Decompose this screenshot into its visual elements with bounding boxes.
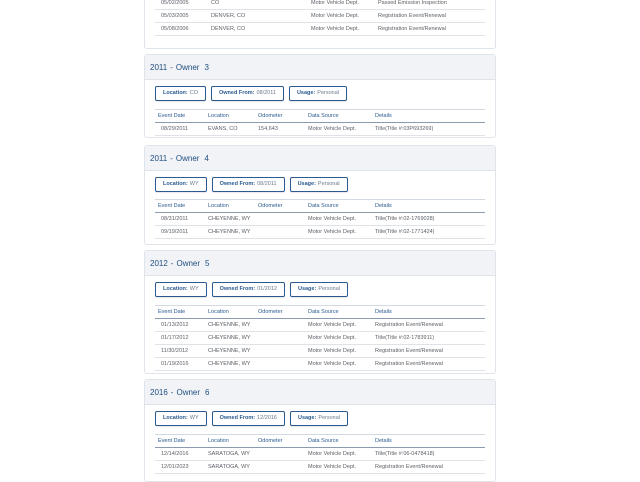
col-event-date: Event Date (155, 435, 205, 448)
event-odometer (255, 358, 305, 371)
col-details: Details (372, 435, 485, 448)
owned-from-tag: Owned From: 08/2011 (211, 86, 284, 101)
owner-label: Owner (176, 387, 201, 397)
event-details: Registration Event/Renewal (372, 358, 485, 371)
location-tag: Location: WY (155, 282, 207, 297)
event-details: Registration Event/Renewal (375, 23, 485, 36)
col-data-source: Data Source (305, 306, 372, 319)
event-odometer (255, 213, 305, 226)
table-row (155, 123, 485, 136)
col-details: Details (372, 306, 485, 319)
owner-number: 5 (205, 258, 210, 268)
col-data-source: Data Source (305, 435, 372, 448)
owner-dash: - (170, 153, 173, 163)
owner-dash: - (170, 62, 173, 72)
event-date: 05/02/2005 (155, 0, 208, 10)
owner-number: 3 (204, 62, 209, 72)
event-source: Motor Vehicle Dept. (305, 345, 372, 358)
usage-tag: Usage: Personal (289, 86, 347, 101)
owner-card-5 (144, 250, 496, 374)
owner-tags (145, 411, 495, 427)
table-row (155, 345, 485, 358)
owned-from-tag: Owned From: 01/2012 (212, 282, 285, 297)
owner-year: 2011 (150, 153, 168, 163)
event-source: Motor Vehicle Dept. (305, 319, 372, 332)
event-details: Title(Title #:02-1783911) (372, 332, 485, 345)
event-location: CHEYENNE, WY (205, 332, 255, 345)
event-source: Motor Vehicle Dept. (305, 226, 372, 239)
owner-label: Owner (175, 62, 200, 72)
event-odometer (255, 345, 305, 358)
owner-dash: - (170, 387, 174, 397)
event-details: Passed Emission Inspection (375, 0, 485, 10)
event-date: 05/08/2006 (155, 23, 208, 36)
table-row (155, 319, 485, 332)
event-details: Title(Title #:02-1771424) (372, 226, 485, 239)
owner-number: 4 (204, 153, 209, 163)
event-details: Title(Title #:06-0478418) (372, 448, 485, 461)
event-location: CO (208, 0, 258, 10)
event-location: SARATOGA, WY (205, 461, 255, 474)
event-source: Motor Vehicle Dept. (305, 123, 372, 136)
owner-tags (145, 177, 495, 193)
event-details: Title(Title #:03P693269) (372, 123, 485, 136)
owner-header (145, 380, 495, 405)
col-location: Location (205, 200, 255, 213)
event-source: Motor Vehicle Dept. (308, 0, 375, 10)
events-table (155, 0, 485, 36)
col-location: Location (205, 435, 255, 448)
owner-number: 6 (205, 387, 210, 397)
event-odometer (255, 448, 305, 461)
event-date: 08/31/2011 (155, 213, 205, 226)
table-header (155, 435, 485, 448)
event-date: 09/19/2011 (155, 226, 205, 239)
owner-year: 2012 (150, 258, 168, 268)
usage-tag: Usage: Personal (290, 177, 348, 192)
owner-card-4 (144, 145, 496, 245)
event-date: 12/14/2016 (155, 448, 205, 461)
table-header (155, 200, 485, 213)
table-header (155, 306, 485, 319)
events-table (155, 199, 485, 239)
events-table (155, 109, 485, 136)
event-date: 01/19/2016 (155, 358, 205, 371)
event-odometer: 154,643 (255, 123, 305, 136)
event-date: 05/03/2005 (155, 10, 208, 23)
owner-card-6 (144, 379, 496, 482)
event-location: EVANS, CO (205, 123, 255, 136)
event-odometer (255, 461, 305, 474)
owner-tags (145, 86, 495, 102)
event-location: CHEYENNE, WY (205, 345, 255, 358)
event-date: 11/30/2012 (155, 345, 205, 358)
owner-label: Owner (175, 153, 200, 163)
event-location: CHEYENNE, WY (205, 358, 255, 371)
usage-tag: Usage: Personal (290, 282, 348, 297)
location-tag: Location: WY (155, 411, 207, 426)
event-odometer (258, 23, 308, 36)
owner-dash: - (170, 258, 174, 268)
table-row (155, 10, 485, 23)
table-row (155, 0, 485, 10)
table-row (155, 23, 485, 36)
owner-card-previous (144, 0, 496, 49)
col-data-source: Data Source (305, 200, 372, 213)
owner-header (145, 55, 495, 80)
event-date: 12/01/2023 (155, 461, 205, 474)
event-odometer (258, 10, 308, 23)
event-location: SARATOGA, WY (205, 448, 255, 461)
event-odometer (255, 332, 305, 345)
owner-card-3 (144, 54, 496, 138)
col-odometer: Odometer (255, 435, 305, 448)
owner-header (145, 146, 495, 171)
event-details: Title(Title #:02-1769028) (372, 213, 485, 226)
location-tag: Location: WY (155, 177, 207, 192)
col-odometer: Odometer (255, 200, 305, 213)
owned-from-tag: Owned From: 08/2011 (212, 177, 285, 192)
col-event-date: Event Date (155, 200, 205, 213)
owner-year: 2011 (150, 62, 168, 72)
event-source: Motor Vehicle Dept. (308, 10, 375, 23)
table-row (155, 226, 485, 239)
event-source: Motor Vehicle Dept. (305, 448, 372, 461)
owner-label: Owner (176, 258, 201, 268)
event-details: Registration Event/Renewal (372, 345, 485, 358)
events-table (155, 305, 485, 371)
location-tag: Location: CO (155, 86, 206, 101)
owner-header (145, 251, 495, 276)
event-location: CHEYENNE, WY (205, 213, 255, 226)
table-row (155, 213, 485, 226)
col-odometer: Odometer (255, 306, 305, 319)
event-date: 01/13/2012 (155, 319, 205, 332)
col-event-date: Event Date (155, 306, 205, 319)
events-table (155, 434, 485, 474)
usage-tag: Usage: Personal (290, 411, 348, 426)
table-row (155, 448, 485, 461)
event-source: Motor Vehicle Dept. (305, 213, 372, 226)
col-data-source: Data Source (305, 110, 372, 123)
event-date: 08/29/2011 (155, 123, 205, 136)
event-source: Motor Vehicle Dept. (308, 23, 375, 36)
col-location: Location (205, 306, 255, 319)
owner-tags (145, 282, 495, 298)
col-details: Details (372, 110, 485, 123)
event-odometer (255, 319, 305, 332)
event-location: DENVER, CO (208, 10, 258, 23)
table-row (155, 332, 485, 345)
event-date: 01/17/2012 (155, 332, 205, 345)
event-odometer (255, 226, 305, 239)
table-row (155, 461, 485, 474)
col-details: Details (372, 200, 485, 213)
event-location: CHEYENNE, WY (205, 319, 255, 332)
event-source: Motor Vehicle Dept. (305, 358, 372, 371)
event-source: Motor Vehicle Dept. (305, 461, 372, 474)
owner-year: 2016 (150, 387, 168, 397)
event-details: Registration Event/Renewal (375, 10, 485, 23)
event-odometer (258, 0, 308, 10)
owned-from-tag: Owned From: 12/2016 (212, 411, 285, 426)
col-location: Location (205, 110, 255, 123)
table-row (155, 358, 485, 371)
event-details: Registration Event/Renewal (372, 461, 485, 474)
table-header (155, 110, 485, 123)
event-source: Motor Vehicle Dept. (305, 332, 372, 345)
event-location: CHEYENNE, WY (205, 226, 255, 239)
col-event-date: Event Date (155, 110, 205, 123)
col-odometer: Odometer (255, 110, 305, 123)
event-location: DENVER, CO (208, 23, 258, 36)
event-details: Registration Event/Renewal (372, 319, 485, 332)
